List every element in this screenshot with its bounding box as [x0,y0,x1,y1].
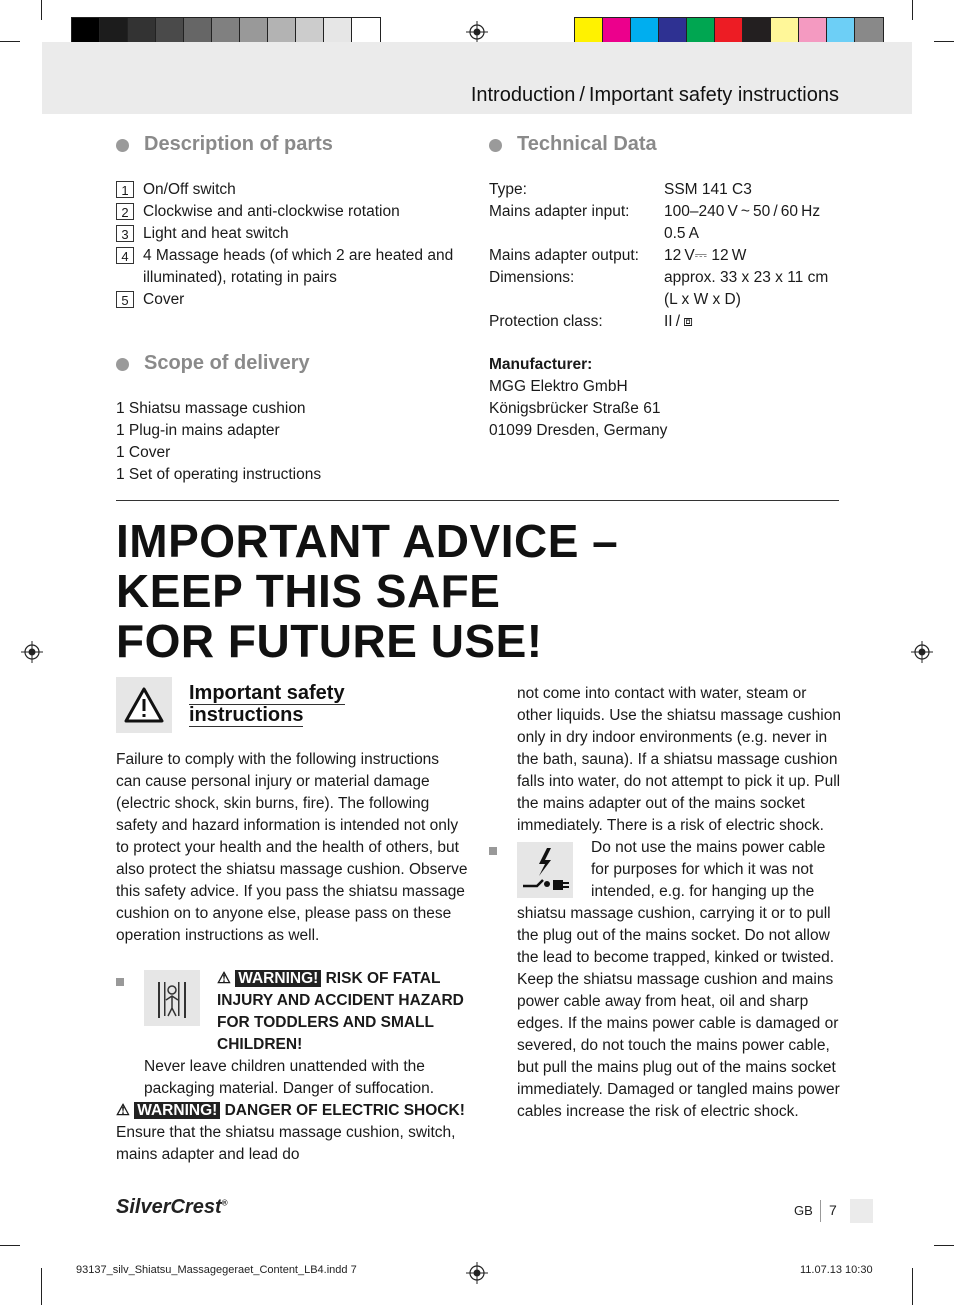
crop-mark [41,1268,42,1305]
tech-row [489,267,849,289]
title-line: KEEP THIS SAFE [116,565,501,617]
delivery-section-title: Scope of delivery [144,352,310,374]
manufacturer-line: MGG Elektro GmbH [489,378,628,395]
tech-data-table [489,179,849,333]
footer-divider [820,1200,821,1222]
tech-row [489,201,849,223]
list-bullet [489,847,497,855]
part-item [116,245,456,289]
child-hazard-icon [144,970,200,1026]
part-item [116,201,456,223]
crop-mark [934,41,954,42]
important-advice-title [116,516,618,666]
part-number: 1 [116,181,134,198]
icon-spacer [517,837,591,903]
tech-label [489,223,664,245]
tech-label: Protection class: [489,313,603,330]
col2-paragraph-2 [517,837,841,1123]
part-text: Clockwise and anti-clockwise rotation [143,203,400,220]
safety-heading-line: instructions [189,704,304,726]
safety-heading [189,682,345,726]
part-text: Cover [143,291,185,308]
tech-value: SSM 141 C3 [664,181,752,198]
registration-mark-icon [911,641,933,663]
manufacturer-line: 01099 Dresden, Germany [489,422,668,439]
registration-mark-icon [466,21,488,43]
tech-label: Mains adapter input: [489,203,630,220]
delivery-item: 1 Shiatsu massage cushion [116,400,306,417]
crop-mark [41,0,42,20]
warning-label: WARNING! [235,970,321,987]
warning-2 [116,1100,468,1166]
brand-logo-text: SilverCrest [116,1196,222,1218]
warning-2-text: Ensure that the shiatsu massage cushion, switch, mains adapter and lead do [116,1124,456,1163]
manufacturer-line: Königsbrücker Straße 61 [489,400,661,417]
tech-value: II / ⧈ [664,313,693,330]
part-item [116,179,456,201]
manufacturer-address [489,376,829,442]
parts-list [116,179,456,311]
tech-value: 100–240 V ~ 50 / 60 Hz [664,203,821,220]
tech-row [489,223,849,245]
part-item [116,223,456,245]
delivery-item: 1 Plug-in mains adapter [116,422,280,439]
list-bullet [116,978,124,986]
tech-value: 0.5 A [664,225,699,242]
tech-row [489,179,849,201]
tech-label [489,289,664,311]
page-tab [850,1199,873,1223]
print-slug-date: 11.07.13 10:30 [800,1264,873,1276]
part-number: 2 [116,203,134,220]
manufacturer-title: Manufacturer: [489,356,593,373]
brand-logo: SilverCrest® [116,1196,228,1218]
tech-section-title: Technical Data [517,133,657,155]
part-text: Light and heat switch [143,225,289,242]
print-slug-file: 93137_silv_Shiatsu_Massagegeraet_Content_LB4.indd 7 [76,1264,357,1276]
page-number: 7 [829,1202,837,1218]
section-bullet [489,139,502,152]
warning-2-bold: DANGER OF ELECTRIC SHOCK! [224,1102,465,1119]
parts-section-title: Description of parts [144,133,333,155]
title-line: FOR FUTURE USE! [116,615,543,667]
crop-mark [912,1268,913,1305]
delivery-list [116,398,456,486]
tech-row [489,311,849,333]
crop-mark [912,0,913,20]
warning-triangle-icon: ⚠ [217,970,231,987]
part-number: 5 [116,291,134,308]
tech-value: 12 V⎓ 12 W [664,247,747,264]
warning-1-bold: RISK OF FATAL INJURY AND ACCIDENT HAZARD FOR TODDLERS AND SMALL CHILDREN! [217,970,464,1053]
warning-label: WARNING! [134,1102,220,1119]
tech-label: Dimensions: [489,269,575,286]
section-divider [116,500,839,501]
language-code: GB [794,1203,813,1218]
tech-row [489,289,849,311]
warning-1-text: Never leave children unattended with the packaging material. Danger of suffocation. [144,1058,435,1097]
part-text: 4 Massage heads (of which 2 are heated and illuminated), rotating in pairs [143,247,454,286]
tech-value: (L x W x D) [664,291,741,308]
crop-mark [934,1245,954,1246]
section-bullet [116,358,129,371]
col2-paragraph-2-text: Do not use the mains power cable for purposes for which it was not intended, e.g. for hanging up the shiatsu massage cushion, carrying it or to pull the plug out of the mains socket. Do not allow the lead to become trapped, kinked or twisted. Keep the shiatsu massage cushion and mains power cable away from heat, oil and sharp edges. If the mains power cable is damaged or severed, do not touch the mains power cable, but pull the mains plug out of the mains socket immediately. Damaged or tangled mains power cables increase the risk of electric shock. [517,839,840,1120]
delivery-item: 1 Cover [116,444,171,461]
section-bullet [116,139,129,152]
registration-mark-icon [21,641,43,663]
delivery-item: 1 Set of operating instructions [116,466,322,483]
warning-1-heading [217,968,469,1056]
part-number: 3 [116,225,134,242]
safety-heading-line: Important safety [189,682,345,704]
tech-value: approx. 33 x 23 x 11 cm [664,269,829,286]
tech-label: Mains adapter output: [489,247,639,264]
tech-label: Type: [489,181,527,198]
part-text: On/Off switch [143,181,236,198]
warning-triangle-icon [116,677,172,733]
warning-triangle-icon: ⚠ [116,1102,130,1119]
title-line: IMPORTANT ADVICE – [116,515,619,567]
crop-mark [0,41,20,42]
page-header-title: Introduction / Important safety instructions [470,84,839,106]
part-item [116,289,456,311]
tech-row [489,245,849,267]
part-number: 4 [116,247,134,264]
crop-mark [0,1245,20,1246]
col2-paragraph-1: not come into contact with water, steam or other liquids. Use the shiatsu massage cushion only in dry indoor environments (e.g. never in the bath, sauna). If a shiatsu massage cushion falls into water, do not attempt to pick it up. Pull the mains adapter out of the mains socket immediately. There is a risk of electric shock. [517,685,841,834]
registration-mark-icon [466,1262,488,1284]
safety-intro: Failure to comply with the following instructions can cause personal injury or material damage (electric shock, skin burns, fire). The following safety and hazard information is intended not only to protect your health and the health of others, but also protect the shiatsu massage cushion. Observe this safety advice. If you pass the shiatsu massage cushion on to anyone else, please pass on these operation instructions as well. [116,751,468,944]
